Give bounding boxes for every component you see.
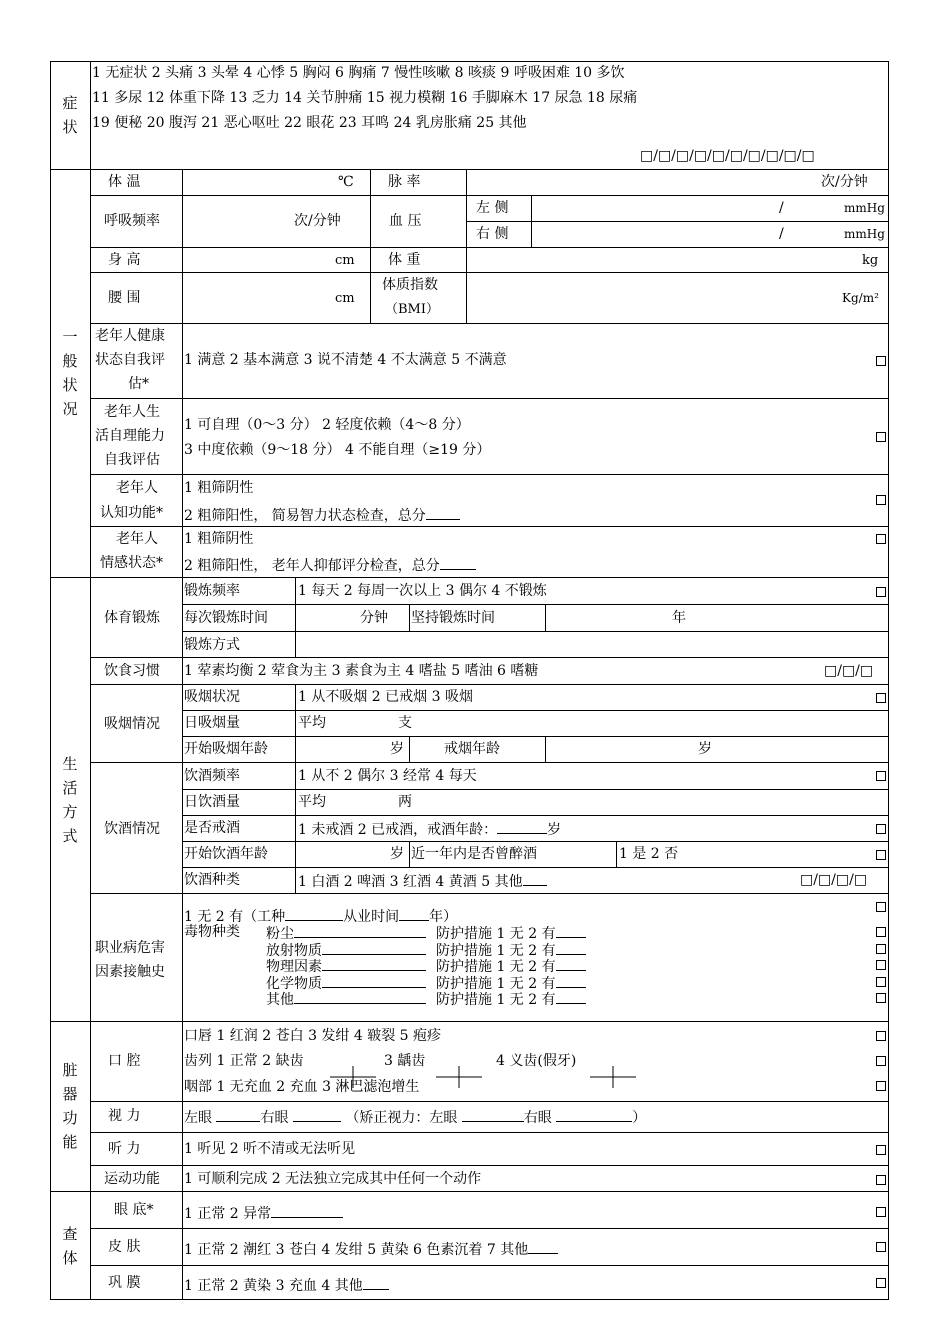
divider xyxy=(182,710,889,711)
drink-start-label: 开始饮酒年龄 xyxy=(184,846,268,862)
divider xyxy=(295,684,296,893)
occ-item-row xyxy=(266,975,586,991)
ex-persist-unit: 年 xyxy=(672,610,686,626)
occ-item-label: 化学物质 xyxy=(266,975,322,992)
emo-option-1: 1 粗筛阴性 xyxy=(184,531,254,547)
occ-protect-label: 防护措施 1 无 2 有 xyxy=(436,959,556,975)
divider xyxy=(90,657,889,658)
occ-item-checkbox[interactable] xyxy=(876,977,886,987)
occ-checkbox[interactable] xyxy=(876,902,886,912)
drink-type-checkboxes[interactable]: □/□/□/□ xyxy=(800,872,868,888)
resp-unit: 次/分钟 xyxy=(294,213,341,229)
teeth-denture: 4 义齿(假牙) xyxy=(496,1053,577,1069)
teeth-caries: 3 龋齿 xyxy=(384,1053,426,1069)
drink-freq-checkbox[interactable] xyxy=(876,771,886,781)
drink-freq-label: 饮酒频率 xyxy=(184,768,240,784)
divider xyxy=(295,577,296,657)
divider xyxy=(182,841,889,842)
occ-item-row xyxy=(266,958,586,974)
bp-right-slash: / xyxy=(779,226,784,242)
drink-type-label: 饮酒种类 xyxy=(184,872,240,888)
occ-item-field[interactable] xyxy=(322,958,426,971)
waist-unit: cm xyxy=(335,291,355,306)
divider xyxy=(50,169,889,170)
occ-item-row xyxy=(266,925,586,941)
smoke-daily-avg: 平均 xyxy=(298,715,326,731)
health-label-3: 估* xyxy=(128,376,149,392)
drunk-options: 1 是 2 否 xyxy=(619,846,679,862)
health-checkbox[interactable] xyxy=(876,356,886,366)
section-exam: 查体 xyxy=(62,1225,78,1267)
divider xyxy=(90,1132,889,1133)
occ-item-checkbox[interactable] xyxy=(876,993,886,1003)
divider xyxy=(90,526,889,527)
divider xyxy=(409,604,410,631)
sclera-checkbox[interactable] xyxy=(876,1278,886,1288)
divider xyxy=(409,736,410,762)
section-symptoms: 症状 xyxy=(62,94,78,136)
bp-left-slash: / xyxy=(779,200,784,216)
diet-options: 1 荤素均衡 2 荤食为主 3 素食为主 4 嗜盐 5 嗜油 6 嗜糖 xyxy=(184,663,539,679)
occ-item-checkbox[interactable] xyxy=(876,960,886,970)
pulse-unit: 次/分钟 xyxy=(821,174,868,190)
divider xyxy=(182,736,889,737)
occ-item-label: 其他 xyxy=(266,992,294,1008)
drink-daily-label: 日饮酒量 xyxy=(184,794,240,810)
hearing-label: 听 力 xyxy=(108,1141,141,1157)
fundus-options: 1 正常 2 异常 xyxy=(184,1205,343,1221)
teeth-checkbox[interactable] xyxy=(876,1056,886,1066)
divider xyxy=(50,577,889,578)
divider xyxy=(616,841,617,867)
temp-label: 体 温 xyxy=(108,174,141,190)
sclera-options: 1 正常 2 黄染 3 充血 4 其他 xyxy=(184,1277,389,1293)
weight-unit: kg xyxy=(862,253,879,268)
drink-start-unit: 岁 xyxy=(390,846,404,862)
bp-right-unit: mmHg xyxy=(844,227,885,241)
divider xyxy=(545,736,546,762)
selfcare-label-3: 自我评估 xyxy=(104,452,160,468)
smoke-start-label: 开始吸烟年龄 xyxy=(184,741,268,757)
divider xyxy=(182,631,889,632)
motor-options: 1 可顺利完成 2 无法独立完成其中任何一个动作 xyxy=(184,1171,482,1187)
lips-checkbox[interactable] xyxy=(876,1031,886,1041)
ex-freq-label: 锻炼频率 xyxy=(184,583,240,599)
bmi-label: 体质指数 xyxy=(382,277,438,293)
divider xyxy=(545,604,546,631)
divider xyxy=(182,815,889,816)
ex-freq-checkbox[interactable] xyxy=(876,587,886,597)
divider xyxy=(182,169,183,1300)
occ-protect-field[interactable] xyxy=(556,991,586,1004)
occ-item-checkbox[interactable] xyxy=(876,944,886,954)
occ-protect-field[interactable] xyxy=(556,925,586,938)
occ-item-label: 放射物质 xyxy=(266,942,322,959)
smoke-status-checkbox[interactable] xyxy=(876,693,886,703)
selfcare-option-2: 3 中度依赖（9～18 分） 4 不能自理（≥19 分） xyxy=(184,442,491,458)
occ-protect-label: 防护措施 1 无 2 有 xyxy=(436,975,556,992)
divider xyxy=(90,195,889,196)
health-options: 1 满意 2 基本满意 3 说不清楚 4 不太满意 5 不满意 xyxy=(184,352,507,368)
ex-time-unit: 分钟 xyxy=(360,610,388,626)
drink-daily-unit: 两 xyxy=(398,794,412,810)
drink-freq-options: 1 从不 2 偶尔 3 经常 4 每天 xyxy=(298,768,477,784)
occ-item-field[interactable] xyxy=(322,975,426,988)
vision-label: 视 力 xyxy=(108,1108,141,1124)
drink-label: 饮酒情况 xyxy=(104,821,160,837)
smoke-quit-unit: 岁 xyxy=(698,741,712,757)
cog-label-1: 老年人 xyxy=(116,480,158,496)
divider xyxy=(182,604,889,605)
smoke-daily-unit: 支 xyxy=(398,715,412,731)
cog-option-2: 2 粗筛阳性， 简易智力状态检查，总分 xyxy=(184,507,460,523)
divider xyxy=(90,247,889,248)
health-label-2: 状态自我评 xyxy=(95,352,165,368)
occ-label-2: 因素接触史 xyxy=(95,964,165,980)
occ-protect-field[interactable] xyxy=(556,975,586,988)
smoke-quit-label: 戒烟年龄 xyxy=(444,741,500,757)
drink-quit-label: 是否戒酒 xyxy=(184,820,240,836)
occ-item-row xyxy=(266,942,586,958)
smoke-daily-label: 日吸烟量 xyxy=(184,715,240,731)
smoke-label: 吸烟情况 xyxy=(104,716,160,732)
smoke-start-unit: 岁 xyxy=(390,741,404,757)
occ-item-field[interactable] xyxy=(322,942,426,955)
bp-right-label: 右 侧 xyxy=(476,226,509,242)
ex-time-label: 每次锻炼时间 xyxy=(184,610,268,626)
divider xyxy=(182,789,889,790)
drink-quit-options: 1 未戒酒 2 已戒酒，戒酒年龄： 岁 xyxy=(298,822,562,838)
fundus-label: 眼 底* xyxy=(114,1202,154,1218)
temp-unit: ℃ xyxy=(338,174,354,190)
divider xyxy=(90,1165,889,1166)
selfcare-option-1: 1 可自理（0～3 分） 2 轻度依赖（4～8 分） xyxy=(184,417,470,433)
throat-options: 咽部 1 无充血 2 充血 3 淋巴滤泡增生 xyxy=(184,1079,420,1095)
vision-fields: 左眼 右眼 （矫正视力：左眼 右眼 ） xyxy=(184,1110,647,1126)
pulse-label: 脉 率 xyxy=(388,174,421,190)
hearing-options: 1 听见 2 听不清或无法听见 xyxy=(184,1141,356,1157)
divider xyxy=(182,867,889,868)
emo-option-2: 2 粗筛阳性， 老年人抑郁评分检查，总分 xyxy=(184,557,476,573)
divider xyxy=(90,272,889,273)
divider xyxy=(409,841,410,867)
bp-left-unit: mmHg xyxy=(844,201,885,215)
occ-protect-label: 防护措施 1 无 2 有 xyxy=(436,992,556,1008)
selfcare-label-2: 活自理能力 xyxy=(95,428,165,444)
skin-options: 1 正常 2 潮红 3 苍白 4 发绀 5 黄染 6 色素沉着 7 其他 xyxy=(184,1241,558,1257)
drink-quit-checkbox[interactable] xyxy=(876,824,886,834)
divider xyxy=(90,323,889,324)
exercise-label: 体育锻炼 xyxy=(104,610,160,626)
ex-mode-label: 锻炼方式 xyxy=(184,637,240,653)
bp-left-label: 左 侧 xyxy=(476,200,509,216)
occ-protect-field[interactable] xyxy=(556,942,586,955)
occ-item-field[interactable] xyxy=(294,925,426,938)
diet-checkboxes[interactable]: □/□/□ xyxy=(824,663,874,679)
ex-freq-options: 1 每天 2 每周一次以上 3 偶尔 4 不锻炼 xyxy=(298,583,547,599)
divider xyxy=(466,169,467,323)
hearing-checkbox[interactable] xyxy=(876,1145,886,1155)
occ-item-label: 物理因素 xyxy=(266,959,322,975)
health-label-1: 老年人健康 xyxy=(95,328,165,344)
dental-chart-icon[interactable] xyxy=(436,1066,482,1088)
cog-checkbox[interactable] xyxy=(876,495,886,505)
symptom-checkboxes[interactable]: □/□/□/□/□/□/□/□/□/□ xyxy=(640,148,815,164)
lips-options: 口唇 1 红润 2 苍白 3 发绀 4 皲裂 5 疱疹 xyxy=(184,1028,442,1044)
height-label: 身 高 xyxy=(108,252,141,268)
bmi-unit: Kg/m² xyxy=(842,291,879,305)
weight-label: 体 重 xyxy=(388,252,421,268)
waist-label: 腰 围 xyxy=(108,290,141,306)
dental-chart-icon[interactable] xyxy=(590,1066,636,1088)
occ-protect-field[interactable] xyxy=(556,958,586,971)
smoke-status-label: 吸烟状况 xyxy=(184,689,240,705)
divider xyxy=(90,893,889,894)
divider xyxy=(90,1265,889,1266)
divider xyxy=(90,474,889,475)
smoke-status-options: 1 从不吸烟 2 已戒烟 3 吸烟 xyxy=(298,689,473,705)
ex-persist-label: 坚持锻炼时间 xyxy=(411,610,495,626)
height-unit: cm xyxy=(335,253,355,268)
section-organ: 脏器功能 xyxy=(62,1061,78,1151)
symptom-line-1: 1 无症状 2 头痛 3 头晕 4 心悸 5 胸闷 6 胸痛 7 慢性咳嗽 8 咳痰 9 呼吸困难 10 多饮 xyxy=(92,65,625,81)
fundus-checkbox[interactable] xyxy=(876,1207,886,1217)
bp-label: 血 压 xyxy=(389,213,422,229)
divider xyxy=(466,221,889,222)
divider xyxy=(90,684,889,685)
occ-toxin-label: 毒物种类 xyxy=(184,924,240,940)
divider xyxy=(531,195,532,247)
drink-type-options: 1 白酒 2 啤酒 3 红酒 4 黄酒 5 其他 xyxy=(298,873,547,889)
throat-checkbox[interactable] xyxy=(876,1081,886,1091)
drunk-checkbox[interactable] xyxy=(876,850,886,860)
motor-checkbox[interactable] xyxy=(876,1175,886,1185)
divider xyxy=(50,1021,889,1022)
cog-label-2: 认知功能* xyxy=(100,505,163,521)
drink-daily-avg: 平均 xyxy=(298,794,326,810)
occ-item-label: 粉尘 xyxy=(266,926,294,942)
skin-label: 皮 肤 xyxy=(108,1239,141,1255)
symptom-line-2: 11 多尿 12 体重下降 13 乏力 14 关节肿痛 15 视力模糊 16 手脚麻木 17 尿急 18 尿痛 xyxy=(92,90,638,106)
occ-item-row xyxy=(266,991,586,1007)
divider xyxy=(90,1101,889,1102)
skin-checkbox[interactable] xyxy=(876,1242,886,1252)
emo-label-1: 老年人 xyxy=(116,531,158,547)
section-lifestyle: 生活方式 xyxy=(62,755,78,845)
divider xyxy=(90,762,889,763)
occ-label-1: 职业病危害 xyxy=(95,940,165,956)
divider xyxy=(370,169,371,323)
motor-label: 运动功能 xyxy=(104,1171,160,1187)
emo-label-2: 情感状态* xyxy=(100,555,163,571)
symptom-line-3: 19 便秘 20 腹泻 21 恶心呕吐 22 眼花 23 耳鸣 24 乳房胀痛 25 其他 xyxy=(92,115,527,131)
section-general: 一般状况 xyxy=(62,328,78,418)
selfcare-checkbox[interactable] xyxy=(876,432,886,442)
emo-checkbox[interactable] xyxy=(876,534,886,544)
diet-label: 饮食习惯 xyxy=(104,663,160,679)
resp-label: 呼吸频率 xyxy=(104,213,160,229)
cog-option-1: 1 粗筛阴性 xyxy=(184,480,254,496)
occ-line-1: 1 无 2 有（工种 从业时间 年） xyxy=(184,909,458,925)
divider xyxy=(90,1228,889,1229)
sclera-label: 巩 膜 xyxy=(108,1275,141,1291)
divider xyxy=(50,1191,889,1192)
divider xyxy=(90,398,889,399)
selfcare-label-1: 老年人生 xyxy=(104,404,160,420)
bmi-label-sub: （BMI） xyxy=(385,302,439,317)
occ-protect-label: 防护措施 1 无 2 有 xyxy=(436,926,556,942)
occ-item-field[interactable] xyxy=(294,991,426,1004)
occ-item-checkbox[interactable] xyxy=(876,927,886,937)
teeth-options: 齿列 1 正常 2 缺齿 xyxy=(184,1053,304,1069)
occ-protect-label: 防护措施 1 无 2 有 xyxy=(436,942,556,959)
mouth-label: 口 腔 xyxy=(108,1053,141,1069)
drunk-label: 近一年内是否曾醉酒 xyxy=(411,846,537,862)
